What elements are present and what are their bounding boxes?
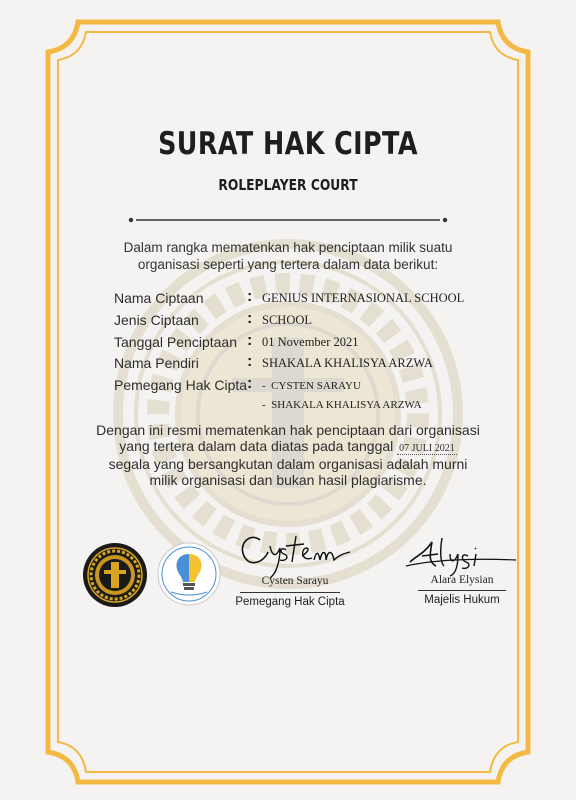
field-row-nama-pendiri bbox=[0, 355, 576, 375]
field-label: Jenis Ciptaan bbox=[114, 312, 199, 328]
field-colon: : bbox=[247, 332, 253, 349]
field-colon: : bbox=[247, 310, 253, 327]
body-line-3: segala yang bersangkutan dalam organisasi adalah murni bbox=[108, 456, 468, 472]
certificate-subtitle: ROLEPLAYER COURT bbox=[218, 176, 358, 194]
field-value: 01 November 2021 bbox=[262, 335, 359, 349]
field-label: Pemegang Hak Cipta bbox=[114, 377, 248, 393]
field-value: GENIUS INTERNASIONAL SCHOOL bbox=[262, 291, 465, 305]
body-line-1: Dengan ini resmi mematenkan hak penciptaan dari organisasi bbox=[96, 422, 480, 438]
signatory-name-right: Alara Elysian bbox=[430, 574, 494, 586]
signature-alysi bbox=[402, 532, 522, 578]
intro-line-2: organisasi seperti yang tertera dalam data berikut: bbox=[137, 257, 439, 272]
patent-date: 07 JULI 2021 bbox=[399, 443, 455, 454]
field-row-jenis-ciptaan bbox=[0, 312, 576, 332]
field-label: Nama Pendiri bbox=[114, 355, 199, 371]
field-colon: : bbox=[247, 353, 253, 370]
field-colon: : bbox=[247, 288, 253, 305]
field-label: Nama Ciptaan bbox=[114, 290, 204, 306]
field-row-nama-ciptaan bbox=[0, 290, 576, 310]
signature-line-left bbox=[240, 592, 340, 593]
holder-name: CYSTEN SARAYU bbox=[271, 380, 361, 392]
certificate-title: SURAT HAK CIPTA bbox=[158, 126, 418, 162]
body-line-4: milik organisasi dan bukan hasil plagiarisme. bbox=[149, 472, 427, 488]
field-colon: : bbox=[247, 375, 253, 392]
body-line-2-text: yang tertera dalam data diatas pada tanggal bbox=[119, 438, 394, 454]
holder-item: - SHAKALA KHALISYA ARZWA bbox=[262, 399, 422, 411]
signature-cysten bbox=[230, 522, 370, 582]
court-seal-icon bbox=[82, 542, 148, 608]
field-label: Tanggal Penciptaan bbox=[114, 334, 237, 350]
body-line-2 bbox=[0, 438, 576, 454]
holder-name: SHAKALA KHALISYA ARZWA bbox=[271, 399, 422, 411]
field-value: SCHOOL bbox=[262, 313, 313, 327]
field-row-tanggal-penciptaan bbox=[0, 334, 576, 354]
title-divider bbox=[128, 214, 448, 226]
intro-line-1: Dalam rangka mematenkan hak penciptaan milik suatu bbox=[123, 240, 453, 255]
signatory-role-right: Majelis Hukum bbox=[424, 594, 500, 606]
signatory-name-left: Cysten Sarayu bbox=[261, 575, 329, 587]
signatory-role-left: Pemegang Hak Cipta bbox=[235, 596, 345, 608]
holder-item: - CYSTEN SARAYU bbox=[262, 380, 361, 392]
signature-line-right bbox=[418, 590, 506, 591]
field-value: SHAKALA KHALISYA ARZWA bbox=[262, 356, 433, 370]
lightbulb-school-logo-icon bbox=[157, 542, 221, 606]
